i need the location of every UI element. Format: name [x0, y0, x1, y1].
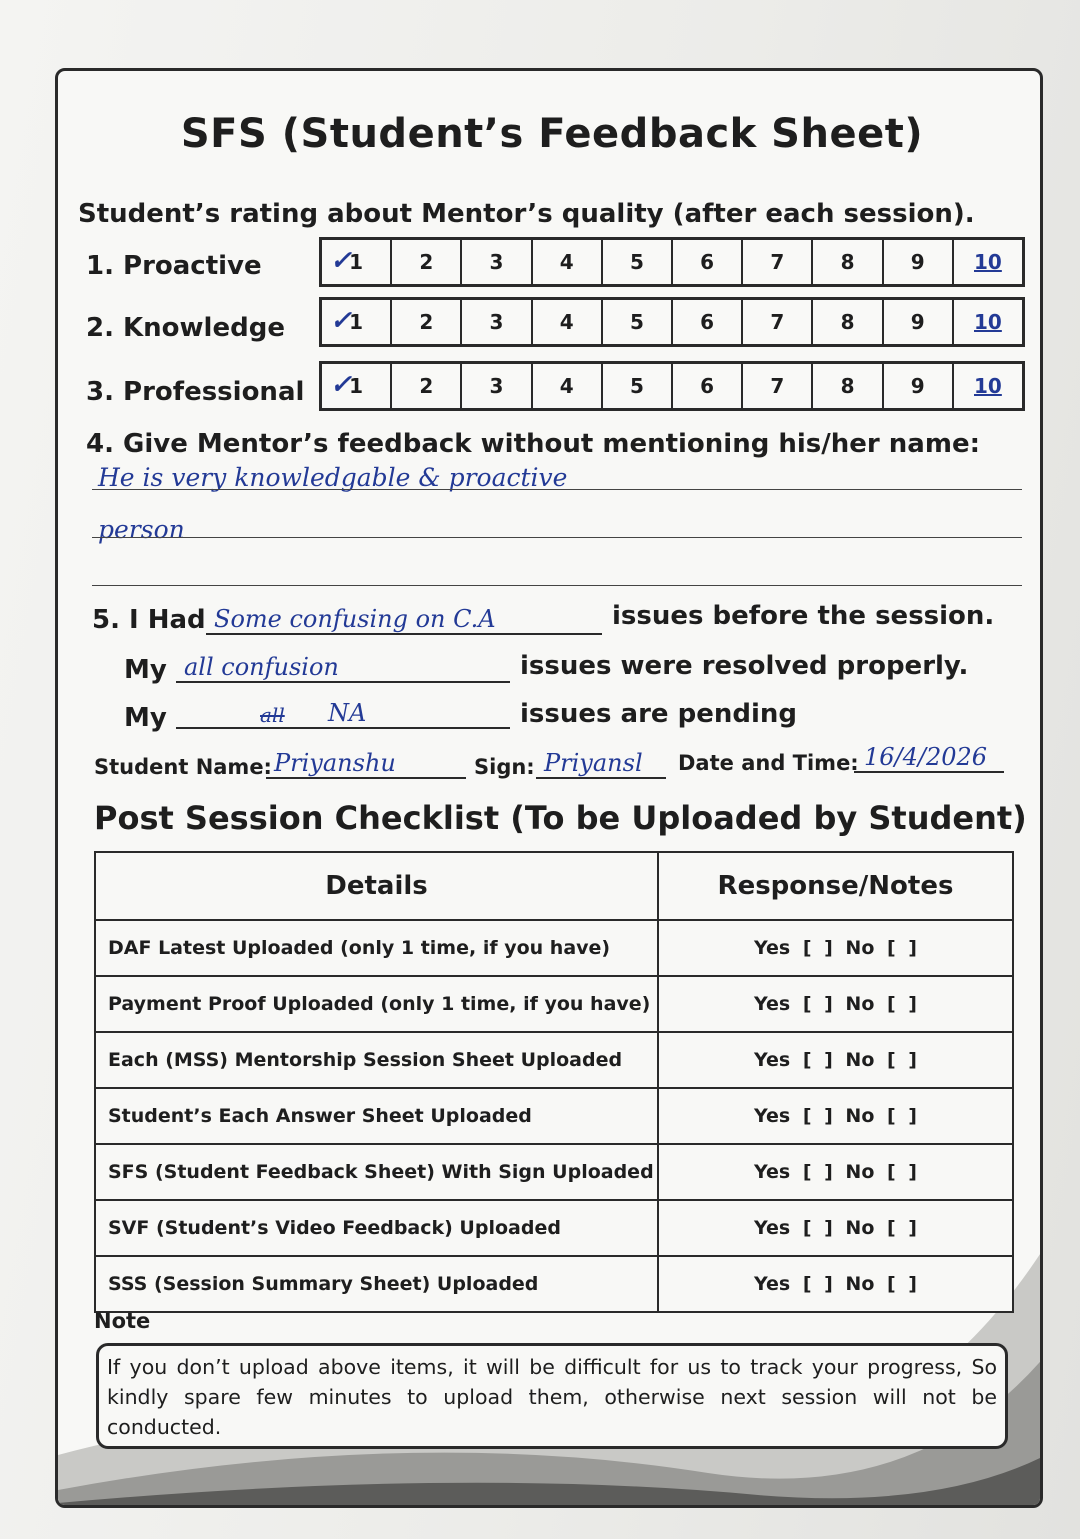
issues-pending-suffix: issues are pending — [520, 699, 797, 729]
table-row — [95, 920, 1013, 976]
rating-cell — [392, 240, 462, 284]
rating-number: 6 — [700, 374, 715, 398]
rating-number: 2 — [419, 310, 434, 334]
checklist-header-row — [95, 852, 1013, 920]
rating-cell — [884, 240, 954, 284]
rating-cell — [392, 300, 462, 344]
sign-field — [536, 747, 666, 779]
date-label: Date and Time: — [678, 751, 859, 775]
issues-had-prefix: 5. I Had — [92, 605, 206, 635]
rating-number: 8 — [840, 374, 855, 398]
feedback-rule-3 — [92, 585, 1022, 586]
checklist-detail: Payment Proof Uploaded (only 1 time, if you have) — [95, 976, 658, 1032]
feedback-rule-2 — [92, 537, 1022, 538]
checklist-response: Yes [ ] No [ ] — [658, 1032, 1013, 1088]
rating-number: 7 — [770, 250, 785, 274]
rating-cell — [533, 300, 603, 344]
rating-cell — [673, 300, 743, 344]
rating-cell — [673, 364, 743, 408]
rating-number: 9 — [910, 310, 925, 334]
rating-cell — [462, 364, 532, 408]
rating-cell — [322, 364, 392, 408]
checklist-table — [94, 851, 1014, 1313]
tick-mark: ✓ — [330, 246, 352, 276]
table-row — [95, 1256, 1013, 1312]
rating-number: 1 — [349, 250, 364, 274]
issues-pending-field — [176, 697, 510, 729]
rating-cell — [322, 240, 392, 284]
rating-number: 7 — [770, 310, 785, 334]
rating-number: 5 — [629, 310, 644, 334]
note-box: If you don’t upload above items, it will be difficult for us to track your progress, So kindly spare few minutes to upload them, otherwise next session will not be conducted. — [96, 1343, 1008, 1449]
rating-number: 5 — [629, 374, 644, 398]
rating-cell — [743, 364, 813, 408]
rating-cell — [533, 364, 603, 408]
issues-had-suffix: issues before the session. — [612, 601, 995, 631]
rating-number: 6 — [700, 310, 715, 334]
issues-resolved-field — [176, 651, 510, 683]
rating-cell — [743, 300, 813, 344]
rating-cell — [462, 240, 532, 284]
criterion-label-knowledge: 2. Knowledge — [86, 313, 285, 343]
feedback-sheet — [55, 68, 1043, 1508]
table-row — [95, 1144, 1013, 1200]
rating-number: 3 — [489, 310, 504, 334]
rating-number: 8 — [840, 250, 855, 274]
rating-number: 3 — [489, 374, 504, 398]
sheet-title: SFS (Student’s Feedback Sheet) — [180, 111, 924, 157]
rating-scale-professional — [319, 361, 1025, 411]
checklist-response: Yes [ ] No [ ] — [658, 1256, 1013, 1312]
rating-cell — [392, 364, 462, 408]
rating-number: 2 — [419, 250, 434, 274]
issues-had-value: Some confusing on C.A — [214, 605, 496, 633]
issues-resolved-value: all confusion — [184, 653, 339, 681]
tick-mark: ✓ — [330, 370, 352, 400]
criterion-label-proactive: 1. Proactive — [86, 251, 262, 281]
rating-cell — [603, 240, 673, 284]
checklist-detail: Student’s Each Answer Sheet Uploaded — [95, 1088, 658, 1144]
issues-pending-value: NA — [328, 699, 367, 727]
checklist-title: Post Session Checklist (To be Uploaded by Student) — [94, 799, 1027, 837]
feedback-rule-1 — [92, 489, 1022, 490]
checklist-detail: SVF (Student’s Video Feedback) Uploaded — [95, 1200, 658, 1256]
rating-number: 9 — [910, 250, 925, 274]
rating-cell — [603, 364, 673, 408]
checklist-response: Yes [ ] No [ ] — [658, 976, 1013, 1032]
rating-cell — [603, 300, 673, 344]
student-name-label: Student Name: — [94, 755, 272, 779]
rating-number: 2 — [419, 374, 434, 398]
issues-resolved-prefix: My — [124, 655, 167, 685]
col-response-header: Response/Notes — [658, 852, 1013, 920]
rating-subtitle: Student’s rating about Mentor’s quality (after each session). — [78, 199, 975, 229]
rating-scale-proactive — [319, 237, 1025, 287]
checklist-response: Yes [ ] No [ ] — [658, 1088, 1013, 1144]
rating-number: 7 — [770, 374, 785, 398]
col-details-header: Details — [95, 852, 658, 920]
table-row — [95, 1200, 1013, 1256]
rating-number: 1 — [349, 310, 364, 334]
tick-mark: ✓ — [330, 306, 352, 336]
issues-had-field — [206, 603, 602, 635]
rating-cell — [884, 364, 954, 408]
rating-number: 4 — [559, 250, 574, 274]
issues-pending-struck: all — [260, 703, 285, 727]
rating-cell — [673, 240, 743, 284]
checklist-detail: DAF Latest Uploaded (only 1 time, if you have) — [95, 920, 658, 976]
rating-cell — [743, 240, 813, 284]
checklist-response: Yes [ ] No [ ] — [658, 1200, 1013, 1256]
feedback-line-2: person — [98, 515, 185, 544]
checklist-detail: SFS (Student Feedback Sheet) With Sign Uploaded — [95, 1144, 658, 1200]
rating-cell — [322, 300, 392, 344]
rating-cell — [954, 240, 1022, 284]
rating-number: 10 — [974, 310, 1002, 334]
rating-cell — [954, 364, 1022, 408]
rating-number: 4 — [559, 374, 574, 398]
feedback-line-1: He is very knowledgable & proactive — [98, 463, 568, 492]
rating-cell — [884, 300, 954, 344]
issues-resolved-suffix: issues were resolved properly. — [520, 651, 969, 681]
note-label: Note — [94, 1309, 151, 1333]
student-name-field — [266, 747, 466, 779]
rating-cell — [813, 240, 883, 284]
rating-scale-knowledge — [319, 297, 1025, 347]
rating-cell — [813, 364, 883, 408]
rating-cell — [462, 300, 532, 344]
rating-number: 5 — [629, 250, 644, 274]
checklist-detail: Each (MSS) Mentorship Session Sheet Uploaded — [95, 1032, 658, 1088]
table-row — [95, 1088, 1013, 1144]
rating-cell — [533, 240, 603, 284]
date-field — [854, 741, 1004, 773]
checklist-response: Yes [ ] No [ ] — [658, 1144, 1013, 1200]
rating-number: 8 — [840, 310, 855, 334]
sign-label: Sign: — [474, 755, 535, 779]
table-row — [95, 1032, 1013, 1088]
rating-number: 3 — [489, 250, 504, 274]
rating-number: 6 — [700, 250, 715, 274]
rating-number: 4 — [559, 310, 574, 334]
rating-number: 1 — [349, 374, 364, 398]
feedback-question: 4. Give Mentor’s feedback without mentioning his/her name: — [86, 429, 980, 459]
checklist-detail: SSS (Session Summary Sheet) Uploaded — [95, 1256, 658, 1312]
rating-number: 9 — [910, 374, 925, 398]
rating-number: 10 — [974, 250, 1002, 274]
rating-cell — [954, 300, 1022, 344]
rating-number: 10 — [974, 374, 1002, 398]
issues-pending-prefix: My — [124, 703, 167, 733]
sign-value: Priyansl — [544, 749, 643, 777]
student-name-value: Priyanshu — [274, 749, 396, 777]
checklist-response: Yes [ ] No [ ] — [658, 920, 1013, 976]
rating-cell — [813, 300, 883, 344]
criterion-label-professional: 3. Professional — [86, 377, 305, 407]
table-row — [95, 976, 1013, 1032]
date-value: 16/4/2026 — [864, 743, 988, 771]
